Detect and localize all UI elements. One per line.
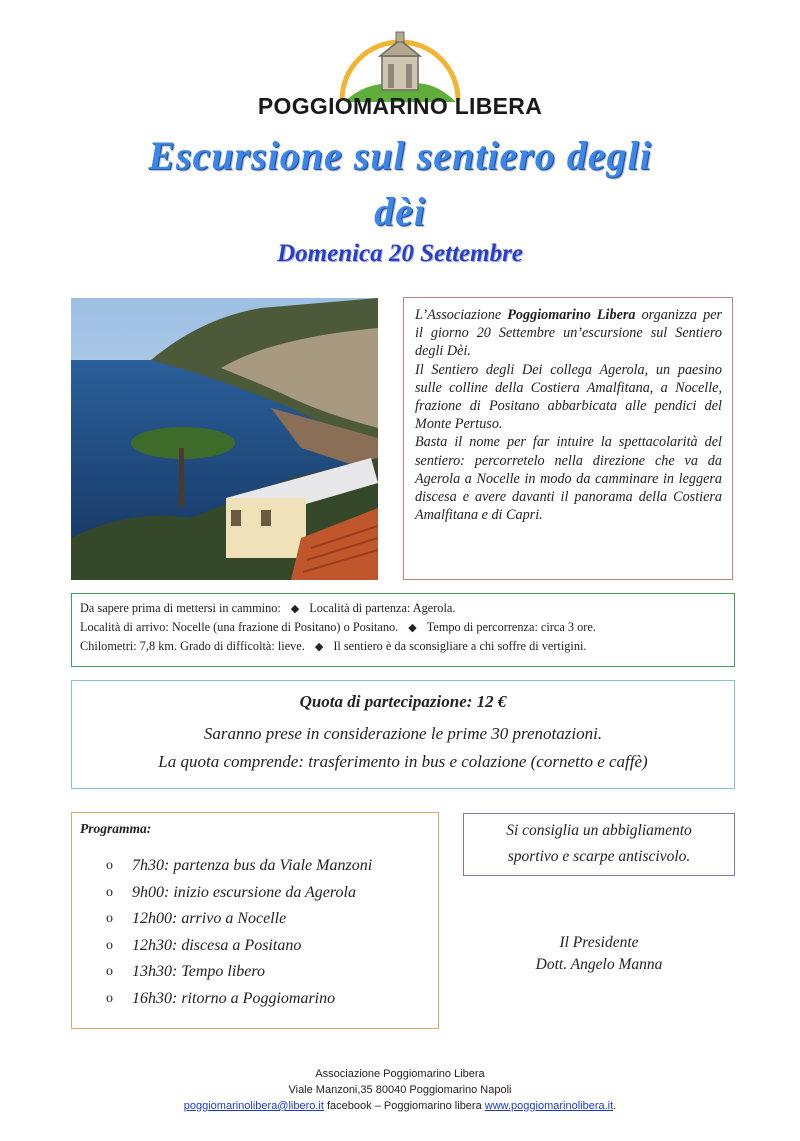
website-link[interactable]: www.poggiomarinolibera.it xyxy=(484,1100,614,1112)
page-title-line1: Escursione sul sentiero degli xyxy=(148,133,652,178)
intro-paragraph-2: Il Sentiero degli Dei collega Agerola, un paesino sulle colline della Costiera Amalfitana, a Nocelle, frazione di Positano abbarbicata alle pendici del Monte Pertuso. xyxy=(415,361,722,433)
quota-box xyxy=(71,680,735,789)
program-item-text: 16h30: ritorno a Poggiomarino xyxy=(132,989,336,1007)
info-vertigo-warning: Il sentiero è da sconsigliare a chi soffre di vertigini. xyxy=(333,639,587,653)
info-distance-difficulty: Chilometri: 7,8 km. Grado di difficoltà: lieve. xyxy=(80,639,305,653)
advice-line-1: Si consiglia un abbigliamento xyxy=(506,822,692,839)
diamond-icon: ◆ xyxy=(290,603,300,615)
quota-title: Quota di partecipazione: 12 € xyxy=(299,692,507,711)
page-title-line2: dèi xyxy=(374,189,426,234)
info-duration: Tempo di percorrenza: circa 3 ore. xyxy=(426,620,596,634)
info-box xyxy=(71,593,735,667)
program-heading-text: Programma xyxy=(80,821,147,836)
advice-line-2: sportivo e scarpe antiscivolo. xyxy=(507,848,691,865)
info-end-location: Località di arrivo: Nocelle (una frazione di Positano) o Positano. xyxy=(80,620,399,634)
signature-role: Il Presidente xyxy=(559,934,639,951)
facebook-text: facebook – Poggiomarino libera xyxy=(327,1100,482,1112)
program-item-text: 9h00: inizio escursione da Agerola xyxy=(132,883,356,901)
event-date: Domenica 20 Settembre xyxy=(277,240,523,267)
program-box xyxy=(71,812,439,1029)
bullet-icon: o xyxy=(106,937,113,953)
info-line-3 xyxy=(80,637,726,656)
signature-name: Dott. Angelo Manna xyxy=(535,956,663,973)
program-item-text: 13h30: Tempo libero xyxy=(132,963,266,981)
program-item xyxy=(106,880,372,907)
intro-paragraph-3: Basta il nome per far intuire la spettacolarità del sentiero: percorretelo nella direzione che va da Agerola a Nocelle in modo da camminare in leggera discesa e avere davanti il panorama della Costiera Amalfitana e di Capri. xyxy=(415,434,722,524)
info-start-location: Località di partenza: Agerola. xyxy=(309,601,456,615)
program-item xyxy=(106,853,372,880)
program-item-text: 7h30: partenza bus da Viale Manzoni xyxy=(132,857,373,875)
bullet-icon: o xyxy=(106,911,113,927)
diamond-icon: ◆ xyxy=(314,641,324,653)
footer-address: Viale Manzoni,35 80040 Poggiomarino Napoli xyxy=(288,1084,512,1096)
program-item xyxy=(106,906,372,933)
info-line-2 xyxy=(80,618,726,637)
positano-photo xyxy=(71,298,378,580)
intro-org-name: Poggiomarino Libera xyxy=(507,307,636,323)
info-line-1 xyxy=(80,599,726,618)
program-item xyxy=(106,959,372,986)
email-link[interactable]: poggiomarinolibera@libero.it xyxy=(183,1100,324,1112)
intro-text-1: organizza per il giorno 20 Settembre un’escursione sul Sentiero degli Dèi. xyxy=(415,307,723,360)
bullet-icon: o xyxy=(106,858,113,874)
program-item-text: 12h00: arrivo a Nocelle xyxy=(132,910,287,928)
quota-bookings: Saranno prese in considerazione le prime 30 prenotazioni. xyxy=(203,724,603,743)
footer-end: . xyxy=(613,1100,617,1112)
quota-includes: La quota comprende: trasferimento in bus e colazione (cornetto e caffè) xyxy=(158,752,648,771)
program-item xyxy=(106,933,372,960)
footer-org: Associazione Poggiomarino Libera xyxy=(315,1068,485,1080)
org-name: POGGIOMARINO LIBERA xyxy=(257,93,543,119)
bullet-icon: o xyxy=(106,990,113,1006)
intro-paragraph-1 xyxy=(415,306,722,361)
intro-lead: L’Associazione xyxy=(415,307,502,323)
info-intro: Da sapere prima di mettersi in cammino: xyxy=(80,601,281,615)
advice-box xyxy=(463,813,735,876)
bullet-icon: o xyxy=(106,964,113,980)
diamond-icon: ◆ xyxy=(408,622,417,634)
program-heading: Programma: xyxy=(80,821,152,836)
program-item xyxy=(106,986,372,1013)
footer-contacts xyxy=(0,1100,800,1112)
intro-box xyxy=(403,297,733,580)
program-item-text: 12h30: discesa a Positano xyxy=(132,936,302,954)
bullet-icon: o xyxy=(106,884,113,900)
program-list xyxy=(106,853,372,1012)
